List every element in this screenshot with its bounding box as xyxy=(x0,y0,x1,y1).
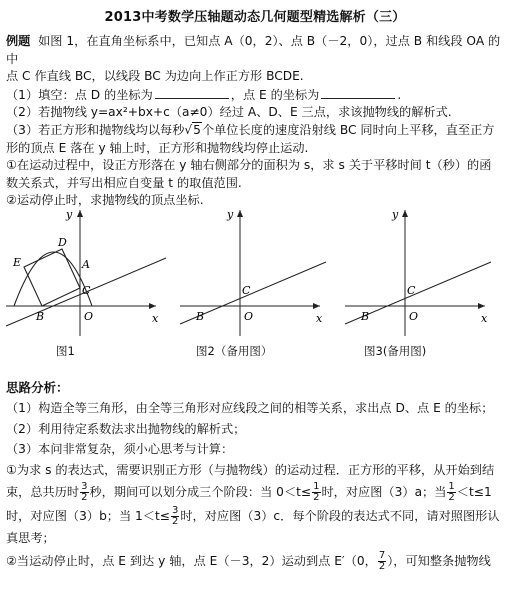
fig1-label-y: y xyxy=(66,208,73,221)
question-2: （2）若抛物线 y=ax²+bx+c（a≠0）经过 A、D、E 三点，求该抛物线的解析式. xyxy=(6,105,452,120)
analysis-p8-text-b: ），可知整条抛物线 xyxy=(387,553,491,568)
fraction-den: 2 xyxy=(313,492,320,503)
figure-3-svg xyxy=(345,206,495,336)
question-3 xyxy=(6,122,506,140)
analysis-p1: （1）构造全等三角形，由全等三角形对应线段之间的相等关系，求出点 D、点 E 的坐标； xyxy=(6,401,494,415)
fraction-3-2-b xyxy=(171,506,179,527)
answer-blank-d xyxy=(155,86,229,99)
analysis-p8-text-a: ②当运动停止时，点 E 到达 y 轴，点 E（－3，2）运动到点 E′（0， xyxy=(6,553,377,568)
figure-1 xyxy=(6,206,166,340)
fig3-label-c: C xyxy=(407,284,416,297)
analysis-p5-text-d: ＜t≤1 xyxy=(456,485,492,499)
analysis-p8 xyxy=(6,549,506,573)
analysis-p2: （2）利用待定系数法求出抛物线的解析式； xyxy=(6,421,246,436)
fig1-label-a: A xyxy=(82,258,90,271)
analysis-p5-text-c: 时，对应图（3）a；当 xyxy=(321,485,447,499)
fraction-den: 2 xyxy=(171,516,179,527)
question-1-text-a: （1）填空：点 D 的坐标为 xyxy=(6,87,153,102)
figure-1-caption: 图1 xyxy=(56,344,75,358)
fraction-3-2 xyxy=(80,482,88,503)
question-1-text-c: . xyxy=(397,87,402,102)
fraction-num: 3 xyxy=(81,481,88,492)
fraction-7-2 xyxy=(378,551,386,572)
problem-label: 例题 xyxy=(6,34,31,48)
fig2-label-y: y xyxy=(227,208,234,221)
fraction-1-2-b xyxy=(447,482,455,503)
fraction-num: 1 xyxy=(313,481,320,492)
figure-2 xyxy=(180,206,330,340)
question-3-text-b: 个单位长度的速度沿射线 BC 同时向上平移，直至正方 xyxy=(201,122,495,137)
sqrt-arg: 5 xyxy=(193,122,201,137)
fig3-label-y: y xyxy=(392,208,399,221)
fig3-label-b: B xyxy=(361,310,370,323)
analysis-p6 xyxy=(6,504,506,528)
figure-3 xyxy=(345,206,495,340)
fig1-label-b: B xyxy=(36,310,45,323)
fig2-label-b: B xyxy=(196,310,205,323)
figure-1-svg xyxy=(6,206,166,336)
fig1-label-o: O xyxy=(84,310,94,323)
figure-2-svg xyxy=(180,206,330,336)
fig1-label-e: E xyxy=(13,256,22,269)
fig1-label-d: D xyxy=(58,236,67,249)
analysis-p4: ①为求 s 的表达式，需要识别正方形（与抛物线）的运动过程．正方形的平移，从开始到结 xyxy=(6,462,495,477)
question-1 xyxy=(6,86,506,105)
fraction-num: 1 xyxy=(448,481,455,492)
question-3-line-2: 形的顶点 E 落在 y 轴上时，正方形和抛物线均停止运动. xyxy=(6,140,309,155)
fig2-label-c: C xyxy=(242,284,251,297)
figure-3-caption: 图3(备用图) xyxy=(364,344,427,358)
fraction-1-2 xyxy=(312,482,320,503)
page-title: 2013中考数学压轴题动态几何题型精选解析（三） xyxy=(104,10,406,25)
analysis-p5-text-b: 秒，期间可以划分成三个阶段：当 0＜t≤ xyxy=(89,485,312,499)
fig3-label-x: x xyxy=(481,312,488,325)
fig3-label-o: O xyxy=(409,310,419,323)
question-3-part-2: ②运动停止时，求抛物线的顶点坐标. xyxy=(6,193,204,208)
analysis-p6-text-b: 时，对应图（3）c．每个阶段的表达式不同，请对照图形认 xyxy=(180,509,500,523)
fig2-label-x: x xyxy=(316,312,323,325)
fraction-num: 3 xyxy=(171,505,179,516)
fraction-den: 2 xyxy=(378,560,386,572)
problem-line-1: 如图 1，在直角坐标系中，已知点 A（0，2）、点 B（－2，0），过点 B 和线段 OA 的中 xyxy=(6,34,501,66)
analysis-p7: 真思考； xyxy=(6,531,55,545)
question-3-part-1-line-2: 数关系式，并写出相应自变量 t 的取值范围. xyxy=(6,175,242,190)
question-3-text-a: （3）若正方形和抛物线均以每秒 xyxy=(6,122,185,137)
analysis-p5 xyxy=(6,480,506,504)
question-3-part-1-line-1: ①在运动过程中，设正方形落在 y 轴右侧部分的面积为 s，求 s 关于平移时间 t（秒）的函 xyxy=(6,158,492,173)
fig1-label-x: x xyxy=(152,312,159,325)
analysis-heading: 思路分析： xyxy=(6,380,69,395)
analysis-p5-text-a: 束，总共历时 xyxy=(6,485,80,499)
sqrt-sign: √ xyxy=(184,122,193,137)
analysis-p3: （3）本问非常复杂，须小心思考与计算： xyxy=(6,442,234,456)
fig2-label-o: O xyxy=(244,310,254,323)
analysis-p6-text-a: 时，对应图（3）b；当 1＜t≤ xyxy=(6,509,170,523)
figure-2-caption: 图2（备用图） xyxy=(196,344,273,358)
fraction-den: 2 xyxy=(448,492,455,503)
fraction-den: 2 xyxy=(81,492,88,503)
fraction-num: 7 xyxy=(378,549,386,561)
problem-line-2: 点 C 作直线 BC，以线段 BC 为边向上作正方形 BCDE. xyxy=(6,69,304,84)
answer-blank-e xyxy=(321,86,395,99)
problem-statement xyxy=(6,33,506,210)
analysis-body xyxy=(6,398,506,573)
fig1-label-c: C xyxy=(82,284,91,297)
question-1-text-b: ，点 E 的坐标为 xyxy=(230,87,320,102)
